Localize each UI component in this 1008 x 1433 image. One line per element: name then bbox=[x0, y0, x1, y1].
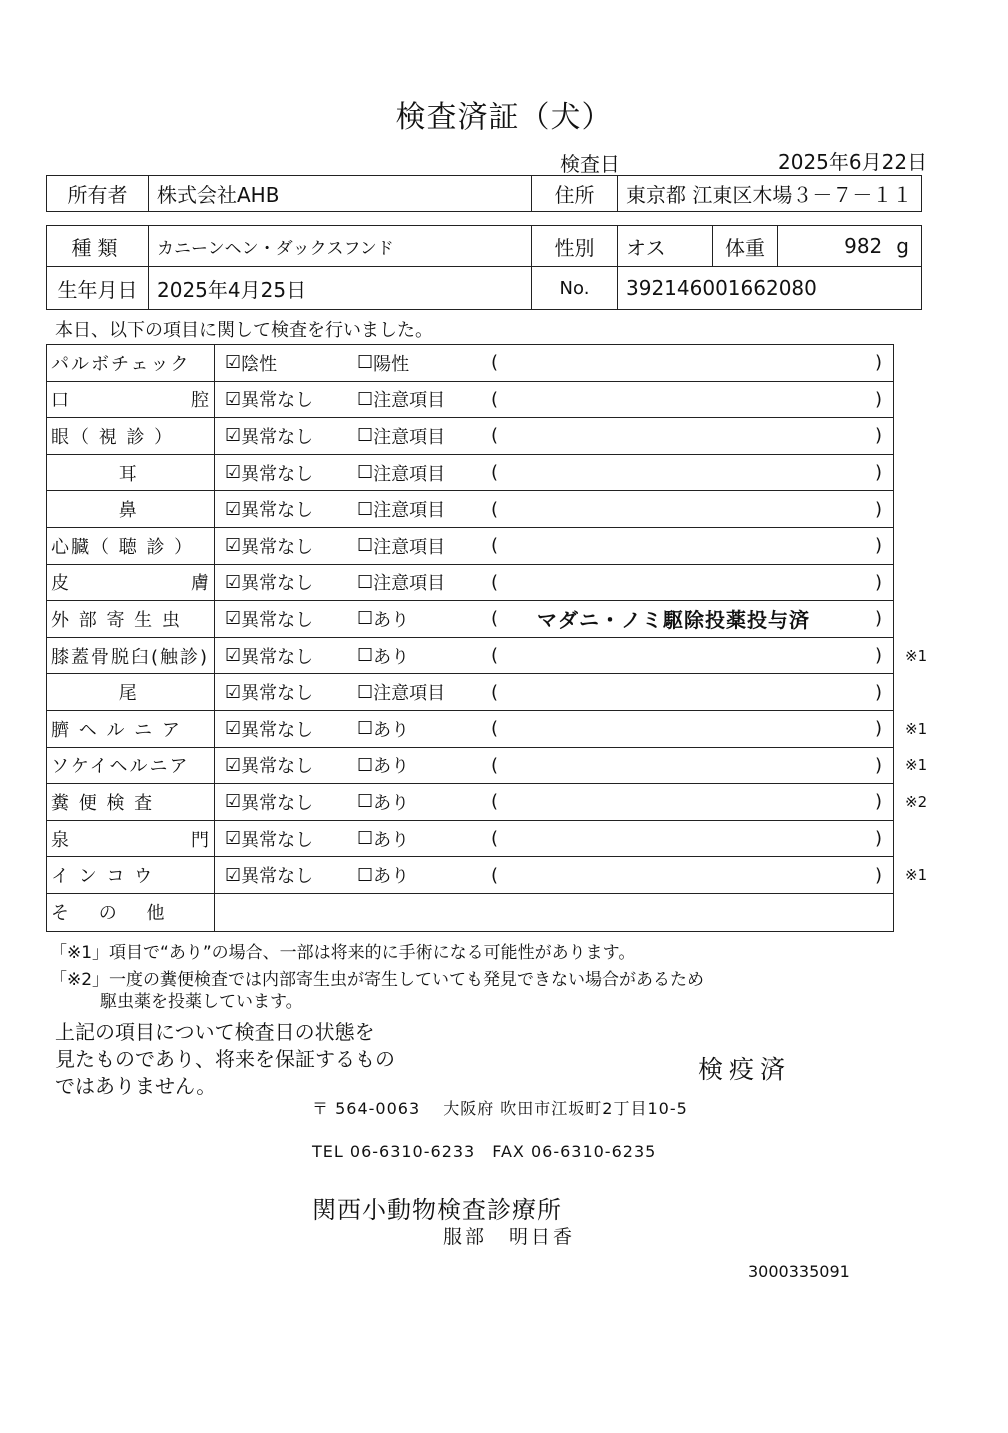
abnormal-option bbox=[357, 674, 445, 710]
weight-label: 体重 bbox=[713, 226, 778, 266]
normal-option bbox=[225, 418, 313, 454]
abnormal-option bbox=[357, 638, 409, 674]
checked-checkbox-icon: ☑ bbox=[225, 754, 242, 776]
abnormal-option-label: あり bbox=[373, 719, 410, 741]
note-open-paren: ( bbox=[491, 425, 499, 447]
normal-option bbox=[225, 711, 313, 747]
note-open-paren: ( bbox=[491, 864, 499, 886]
inspection-item-label: 膝蓋骨脱臼(触診) bbox=[47, 638, 215, 674]
normal-option bbox=[225, 565, 313, 601]
note-open-paren: ( bbox=[491, 498, 499, 520]
abnormal-option-label: 注意項目 bbox=[373, 536, 446, 558]
note-open-paren: ( bbox=[491, 535, 499, 557]
abnormal-option bbox=[357, 418, 445, 454]
inspection-row bbox=[47, 455, 893, 492]
abnormal-option-label: 注意項目 bbox=[373, 683, 446, 705]
address-label: 住所 bbox=[532, 176, 618, 211]
empty-checkbox-icon: ☐ bbox=[357, 498, 374, 520]
normal-option bbox=[225, 491, 313, 527]
abnormal-option-label: あり bbox=[373, 756, 410, 778]
inspection-item-label: 泉 門 bbox=[47, 821, 215, 857]
note-close-paren: ) bbox=[875, 791, 883, 813]
inspection-row bbox=[47, 565, 893, 602]
empty-checkbox-icon: ☐ bbox=[357, 352, 374, 374]
note-close-paren: ) bbox=[875, 645, 883, 667]
normal-option-label: 異常なし bbox=[241, 683, 314, 705]
normal-option-label: 異常なし bbox=[241, 463, 314, 485]
clinic-phone-fax: TEL 06-6310-6233 FAX 06-6310-6235 bbox=[312, 1142, 657, 1161]
note-open-paren: ( bbox=[491, 754, 499, 776]
number-label: No. bbox=[532, 267, 618, 309]
abnormal-option bbox=[357, 528, 445, 564]
inspection-item-label: 鼻 bbox=[47, 491, 215, 527]
note-close-paren: ) bbox=[875, 535, 883, 557]
empty-checkbox-icon: ☐ bbox=[357, 718, 374, 740]
normal-option-label: 陰性 bbox=[241, 353, 278, 375]
inspection-row bbox=[47, 345, 893, 382]
footnote-mark: ※1 bbox=[905, 756, 928, 775]
abnormal-option-label: 陽性 bbox=[373, 353, 410, 375]
address-value: 東京都 江東区木場３－７－１１ bbox=[626, 183, 913, 207]
birth-row bbox=[46, 266, 922, 310]
footnote-2: 「※2」一度の糞便検査では内部寄生虫が寄生していても発見できない場合があるため bbox=[50, 970, 705, 990]
empty-checkbox-icon: ☐ bbox=[357, 864, 374, 886]
inspection-item-label: 外 部 寄 生 虫 bbox=[47, 601, 215, 637]
owner-row bbox=[46, 175, 922, 212]
inspection-item-label: 耳 bbox=[47, 455, 215, 491]
empty-checkbox-icon: ☐ bbox=[357, 645, 374, 667]
normal-option bbox=[225, 857, 313, 893]
abnormal-option bbox=[357, 455, 445, 491]
inspection-item-label: パルボチェック bbox=[47, 345, 215, 381]
note-close-paren: ) bbox=[875, 754, 883, 776]
weight-unit: g bbox=[896, 234, 909, 258]
note-text: マダニ・ノミ駆除投薬投与済 bbox=[537, 608, 810, 633]
weight-value: 982 bbox=[844, 234, 883, 258]
owner-value: 株式会社AHB bbox=[149, 176, 532, 211]
abnormal-option-label: あり bbox=[373, 866, 410, 888]
inspection-row bbox=[47, 601, 893, 638]
page-title: 検査済証（犬） bbox=[395, 100, 613, 135]
empty-checkbox-icon: ☐ bbox=[357, 754, 374, 776]
footnote-2-continued: 駆虫薬を投薬しています。 bbox=[100, 992, 303, 1012]
normal-option bbox=[225, 455, 313, 491]
breed-label: 種類 bbox=[47, 226, 149, 266]
abnormal-option-label: 注意項目 bbox=[373, 390, 446, 412]
note-open-paren: ( bbox=[491, 828, 499, 850]
abnormal-option bbox=[357, 345, 409, 381]
footnote-mark: ※1 bbox=[905, 719, 928, 738]
empty-checkbox-icon: ☐ bbox=[357, 388, 374, 410]
inspection-row bbox=[47, 857, 928, 894]
normal-option bbox=[225, 748, 313, 784]
empty-checkbox-icon: ☐ bbox=[357, 425, 374, 447]
note-close-paren: ) bbox=[875, 498, 883, 520]
inspection-item-label: 臍 ヘ ル ニ ア bbox=[47, 711, 215, 747]
note-close-paren: ) bbox=[875, 718, 883, 740]
abnormal-option bbox=[357, 491, 445, 527]
normal-option-label: 異常なし bbox=[241, 609, 314, 631]
abnormal-option-label: あり bbox=[373, 646, 410, 668]
abnormal-option bbox=[357, 601, 409, 637]
normal-option-label: 異常なし bbox=[241, 792, 314, 814]
checked-checkbox-icon: ☑ bbox=[225, 791, 242, 813]
inspection-row bbox=[47, 894, 893, 931]
clinic-address: 〒 564-0063 大阪府 吹田市江坂町2丁目10-5 bbox=[312, 1099, 688, 1118]
footnote-1: 「※1」項目で“あり”の場合、一部は将来的に手術になる可能性があります。 bbox=[50, 943, 636, 963]
empty-checkbox-icon: ☐ bbox=[357, 828, 374, 850]
abnormal-option bbox=[357, 711, 409, 747]
birth-label: 生年月日 bbox=[47, 267, 149, 309]
checked-checkbox-icon: ☑ bbox=[225, 352, 242, 374]
intro-text: 本日、以下の項目に関して検査を行いました。 bbox=[55, 320, 433, 341]
normal-option bbox=[225, 674, 313, 710]
note-open-paren: ( bbox=[491, 571, 499, 593]
inspection-item-label: そ の 他 bbox=[47, 894, 215, 931]
note-close-paren: ) bbox=[875, 681, 883, 703]
normal-option-label: 異常なし bbox=[241, 573, 314, 595]
normal-option-label: 異常なし bbox=[241, 426, 314, 448]
abnormal-option-label: あり bbox=[373, 792, 410, 814]
inspection-table bbox=[46, 344, 928, 932]
abnormal-option bbox=[357, 748, 409, 784]
note-open-paren: ( bbox=[491, 645, 499, 667]
note-close-paren: ) bbox=[875, 462, 883, 484]
breed-row bbox=[46, 225, 922, 267]
checked-checkbox-icon: ☑ bbox=[225, 864, 242, 886]
quarantine-stamp: 検疫済 bbox=[698, 1055, 792, 1084]
normal-option-label: 異常なし bbox=[241, 536, 314, 558]
abnormal-option bbox=[357, 565, 445, 601]
abnormal-option bbox=[357, 821, 409, 857]
checked-checkbox-icon: ☑ bbox=[225, 645, 242, 667]
abnormal-option bbox=[357, 784, 409, 820]
abnormal-option-label: あり bbox=[373, 609, 410, 631]
note-open-paren: ( bbox=[491, 388, 499, 410]
checked-checkbox-icon: ☑ bbox=[225, 681, 242, 703]
empty-checkbox-icon: ☐ bbox=[357, 608, 374, 630]
abnormal-option bbox=[357, 382, 445, 418]
inspection-item-label: ソケイヘルニア bbox=[47, 748, 215, 784]
checked-checkbox-icon: ☑ bbox=[225, 608, 242, 630]
inspection-row bbox=[47, 821, 893, 858]
empty-checkbox-icon: ☐ bbox=[357, 535, 374, 557]
disclaimer-line-1: 上記の項目について検査日の状態を bbox=[55, 1020, 375, 1044]
normal-option-label: 異常なし bbox=[241, 646, 314, 668]
normal-option bbox=[225, 382, 313, 418]
doctor-name: 服部 明日香 bbox=[443, 1226, 576, 1248]
footnote-mark: ※1 bbox=[905, 646, 928, 665]
inspection-item-label: 皮 膚 bbox=[47, 565, 215, 601]
normal-option-label: 異常なし bbox=[241, 390, 314, 412]
note-close-paren: ) bbox=[875, 828, 883, 850]
checked-checkbox-icon: ☑ bbox=[225, 535, 242, 557]
normal-option-label: 異常なし bbox=[241, 500, 314, 522]
inspection-item-label: 口 腔 bbox=[47, 382, 215, 418]
inspection-item-label: イ ン コ ウ bbox=[47, 857, 215, 893]
checked-checkbox-icon: ☑ bbox=[225, 388, 242, 410]
footnote-mark: ※1 bbox=[905, 866, 928, 885]
exam-date-value: 2025年6月22日 bbox=[778, 150, 928, 174]
note-open-paren: ( bbox=[491, 718, 499, 740]
abnormal-option-label: 注意項目 bbox=[373, 426, 446, 448]
note-close-paren: ) bbox=[875, 388, 883, 410]
inspection-row bbox=[47, 784, 928, 821]
checked-checkbox-icon: ☑ bbox=[225, 718, 242, 740]
checked-checkbox-icon: ☑ bbox=[225, 425, 242, 447]
serial-number: 3000335091 bbox=[748, 1262, 850, 1281]
inspection-item-label: 糞 便 検 査 bbox=[47, 784, 215, 820]
empty-checkbox-icon: ☐ bbox=[357, 681, 374, 703]
abnormal-option-label: あり bbox=[373, 829, 410, 851]
inspection-row bbox=[47, 418, 893, 455]
normal-option bbox=[225, 638, 313, 674]
inspection-row bbox=[47, 491, 893, 528]
normal-option-label: 異常なし bbox=[241, 829, 314, 851]
inspection-row bbox=[47, 382, 893, 419]
checked-checkbox-icon: ☑ bbox=[225, 828, 242, 850]
inspection-row bbox=[47, 528, 893, 565]
inspection-row bbox=[47, 748, 928, 785]
note-close-paren: ) bbox=[875, 571, 883, 593]
note-close-paren: ) bbox=[875, 425, 883, 447]
note-open-paren: ( bbox=[491, 791, 499, 813]
normal-option-label: 異常なし bbox=[241, 756, 314, 778]
weight-cell bbox=[778, 226, 921, 266]
inspection-item-label: 尾 bbox=[47, 674, 215, 710]
inspection-item-label: 心臓（ 聴 診 ） bbox=[47, 528, 215, 564]
number-value: 392146001662080 bbox=[626, 276, 817, 300]
normal-option-label: 異常なし bbox=[241, 719, 314, 741]
note-close-paren: ) bbox=[875, 864, 883, 886]
note-open-paren: ( bbox=[491, 608, 499, 630]
inspection-row bbox=[47, 638, 928, 675]
normal-option bbox=[225, 601, 313, 637]
normal-option-label: 異常なし bbox=[241, 866, 314, 888]
disclaimer-line-3: ではありません。 bbox=[55, 1074, 217, 1098]
normal-option bbox=[225, 784, 313, 820]
inspection-row bbox=[47, 674, 893, 711]
inspection-item-label: 眼（ 視 診 ） bbox=[47, 418, 215, 454]
note-open-paren: ( bbox=[491, 462, 499, 484]
abnormal-option-label: 注意項目 bbox=[373, 463, 446, 485]
empty-checkbox-icon: ☐ bbox=[357, 571, 374, 593]
abnormal-option-label: 注意項目 bbox=[373, 500, 446, 522]
checked-checkbox-icon: ☑ bbox=[225, 498, 242, 520]
owner-label: 所有者 bbox=[47, 176, 149, 211]
note-open-paren: ( bbox=[491, 681, 499, 703]
note-close-paren: ) bbox=[875, 608, 883, 630]
empty-checkbox-icon: ☐ bbox=[357, 462, 374, 484]
birth-value: 2025年4月25日 bbox=[149, 267, 532, 309]
empty-checkbox-icon: ☐ bbox=[357, 791, 374, 813]
note-close-paren: ) bbox=[875, 352, 883, 374]
normal-option bbox=[225, 528, 313, 564]
sex-label: 性別 bbox=[532, 226, 618, 266]
abnormal-option-label: 注意項目 bbox=[373, 573, 446, 595]
abnormal-option bbox=[357, 857, 409, 893]
exam-date-label: 検査日 bbox=[560, 152, 620, 176]
checked-checkbox-icon: ☑ bbox=[225, 462, 242, 484]
note-open-paren: ( bbox=[491, 352, 499, 374]
disclaimer-line-2: 見たものであり、将来を保証するもの bbox=[55, 1047, 395, 1071]
normal-option bbox=[225, 345, 277, 381]
normal-option bbox=[225, 821, 313, 857]
breed-value: カニーンヘン・ダックスフンド bbox=[149, 226, 532, 266]
sex-value: オス bbox=[618, 226, 713, 266]
clinic-name: 関西小動物検査診療所 bbox=[312, 1196, 562, 1224]
inspection-row bbox=[47, 711, 928, 748]
footnote-mark: ※2 bbox=[905, 792, 928, 811]
checked-checkbox-icon: ☑ bbox=[225, 571, 242, 593]
